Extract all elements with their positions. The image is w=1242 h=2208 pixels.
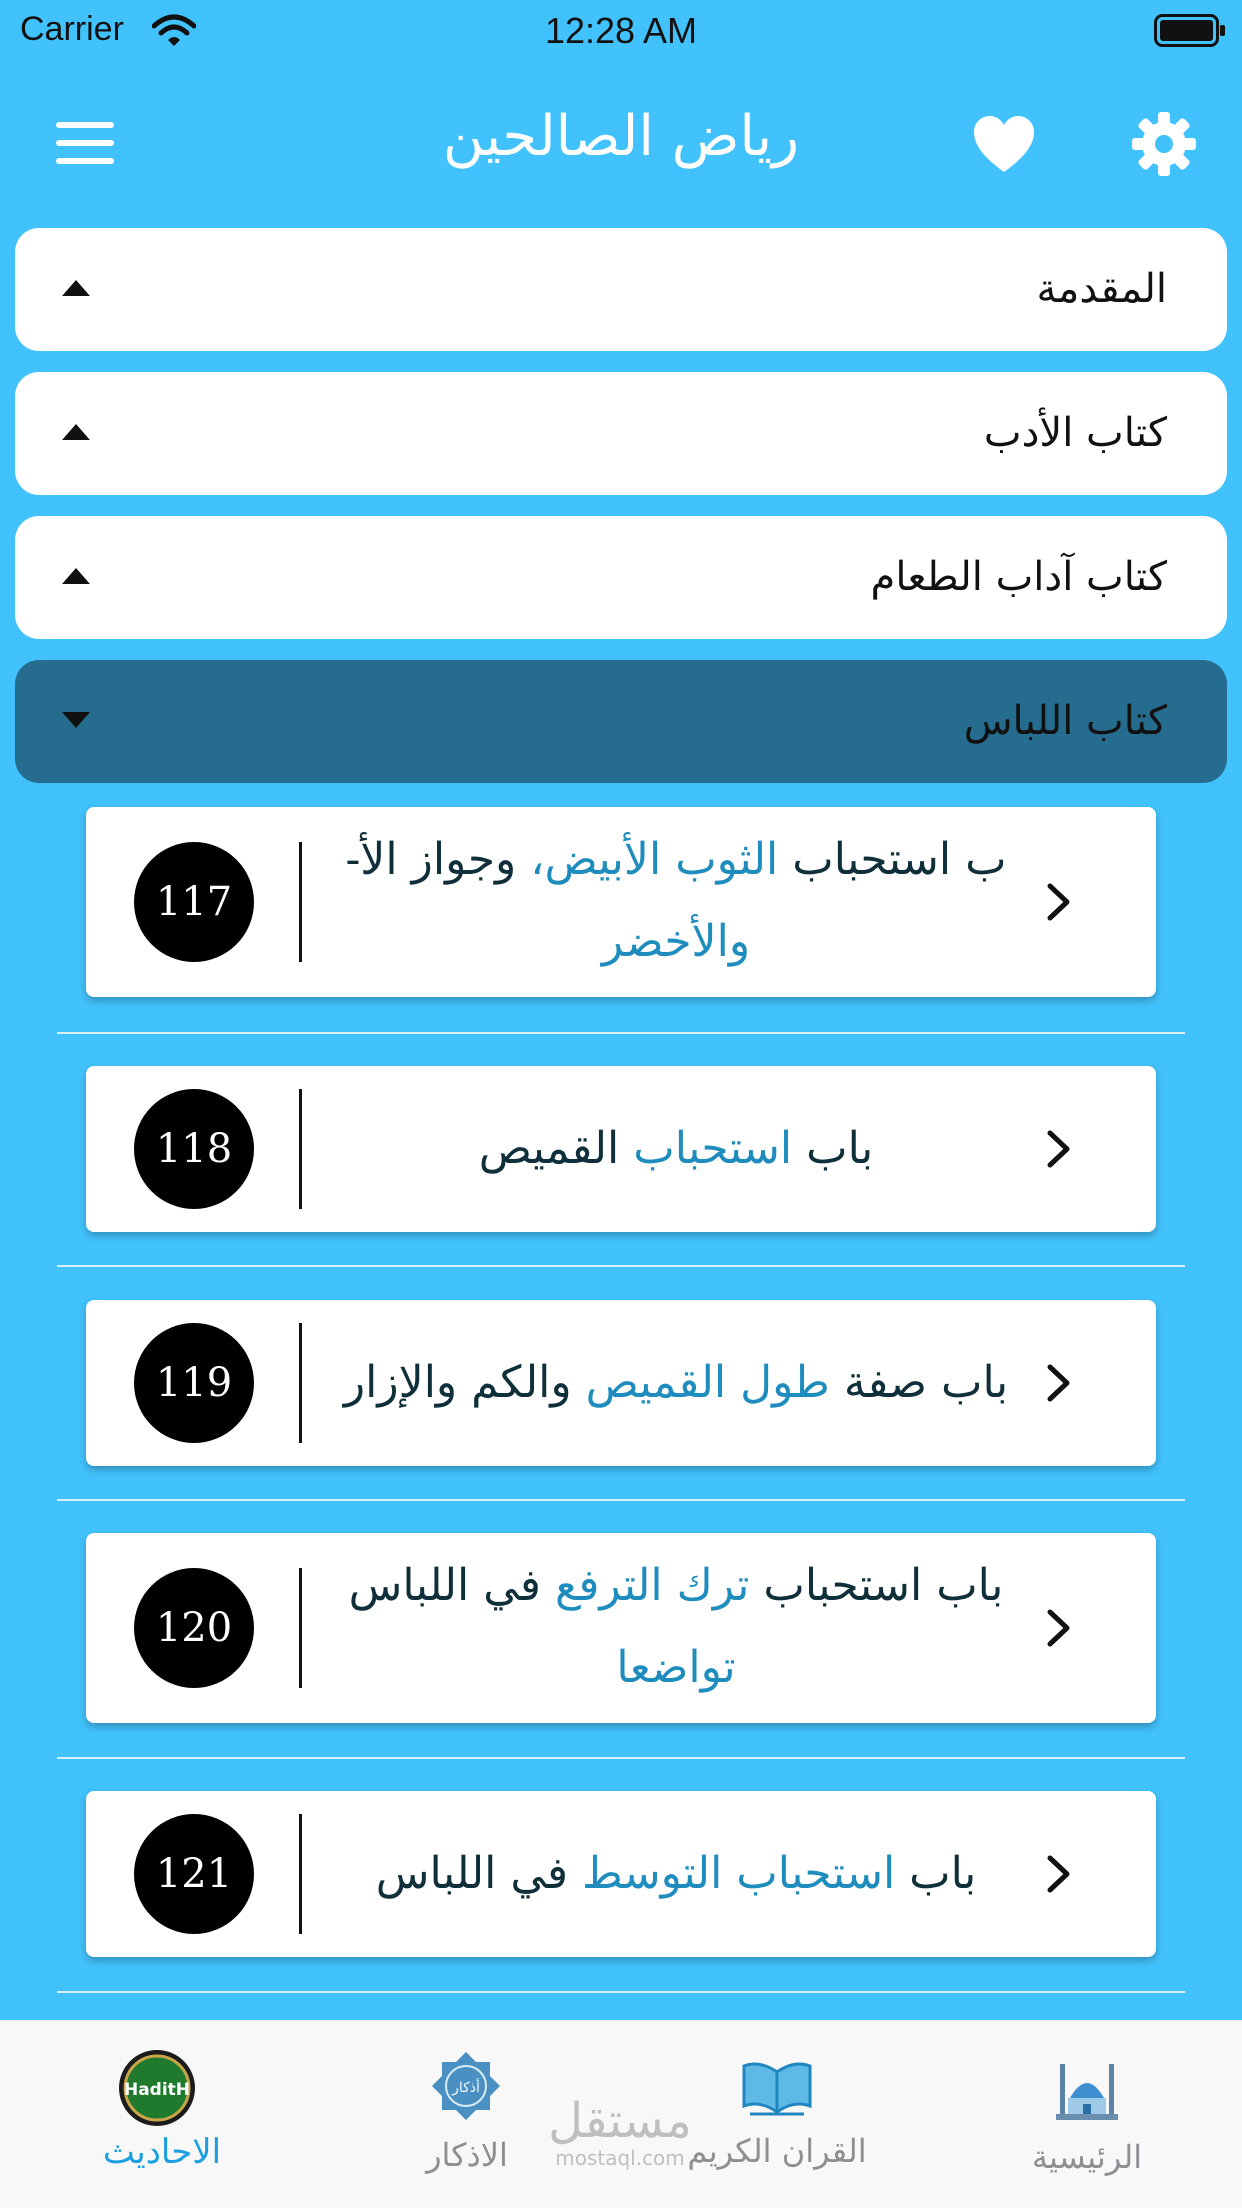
chevron-right-icon (1046, 882, 1072, 922)
chapter-title (326, 1833, 1026, 1915)
tab-label: الرئيسية (1031, 2138, 1143, 2176)
chevron-right-icon (1046, 1854, 1072, 1894)
title-part: تواضعا (616, 1642, 736, 1693)
chapter-title (326, 1108, 1026, 1190)
chapter-card-121[interactable] (86, 1791, 1156, 1957)
hadith-badge-text: HaditH (123, 2080, 191, 2100)
arrow-up-icon (61, 278, 91, 298)
azkar-badge-text: أذكار (452, 2080, 480, 2096)
status-time: 12:28 AM (544, 10, 698, 51)
arrow-up-icon (61, 422, 91, 442)
chapter-title-line-1 (326, 1833, 1026, 1915)
chapter-number-badge: 117 (134, 842, 254, 962)
chapter-title-line-2 (326, 1627, 1026, 1709)
title-part: باب استحباب (763, 1560, 1004, 1611)
chapter-number-badge: 120 (134, 1568, 254, 1688)
chapter-title (326, 819, 1026, 983)
tab-label: الاذكار (426, 2136, 508, 2174)
row-separator (57, 1032, 1185, 1034)
chevron-right-icon (1046, 1608, 1072, 1648)
title-part: القميص (478, 1123, 620, 1174)
section-book-of-manners[interactable] (15, 372, 1227, 495)
section-label: المقدمة (1036, 266, 1167, 312)
title-part: في اللباس (348, 1560, 541, 1611)
tab-hadith[interactable] (7, 2020, 317, 2208)
chapter-title-line-1 (326, 819, 1026, 901)
menu-icon[interactable] (56, 120, 114, 166)
title-part: والكم والإزار (343, 1357, 572, 1408)
gear-icon[interactable] (1132, 112, 1196, 176)
vertical-divider (299, 1568, 302, 1688)
chapter-card-117[interactable] (86, 807, 1156, 997)
chapter-title-line-1 (326, 1545, 1026, 1627)
title-part: والأخضر (601, 916, 751, 967)
arrow-up-icon (61, 566, 91, 586)
heart-icon[interactable] (972, 114, 1036, 174)
watermark-url-text: mostaql.com (555, 2146, 685, 2170)
tab-label: الاحاديث (102, 2132, 222, 2172)
chapter-title (326, 1545, 1026, 1709)
section-book-of-clothing[interactable] (15, 660, 1227, 783)
watermark-main-text: مستقل (548, 2093, 692, 2149)
chapter-title-line-1 (326, 1342, 1026, 1424)
quran-icon (740, 2056, 814, 2118)
carrier-label: Carrier (20, 10, 124, 48)
battery-icon (1154, 14, 1226, 47)
vertical-divider (299, 1323, 302, 1443)
chapter-title (326, 1342, 1026, 1424)
title-part: باب (806, 1123, 874, 1174)
title-part: ب استحباب (792, 834, 1007, 885)
vertical-divider (299, 842, 302, 962)
watermark (520, 2095, 720, 2169)
row-separator (57, 1499, 1185, 1501)
title-part: باب (909, 1848, 977, 1899)
section-label: كتاب اللباس (963, 698, 1167, 744)
chapter-title-line-1 (326, 1108, 1026, 1190)
title-part: طول القميص (585, 1357, 830, 1408)
azkar-icon (430, 2050, 502, 2122)
hadith-icon (117, 2048, 197, 2128)
page-title: رياض الصالحين (442, 104, 800, 169)
tab-label: القران الكريم (687, 2132, 867, 2170)
title-part: الثوب الأبيض، (530, 834, 779, 885)
vertical-divider (299, 1814, 302, 1934)
chapter-number-badge: 119 (134, 1323, 254, 1443)
section-label: كتاب آداب الطعام (870, 554, 1167, 600)
chapter-card-119[interactable] (86, 1300, 1156, 1466)
title-part: استحباب (633, 1123, 793, 1174)
title-part: باب صفة (843, 1357, 1009, 1408)
row-separator (57, 1991, 1185, 1993)
row-separator (57, 1265, 1185, 1267)
chevron-right-icon (1046, 1363, 1072, 1403)
status-bar (0, 0, 1242, 62)
nav-bar (0, 62, 1242, 226)
row-separator (57, 1757, 1185, 1759)
arrow-down-icon (61, 710, 91, 730)
title-part: وجواز الأ- (345, 834, 517, 885)
chapter-card-118[interactable] (86, 1066, 1156, 1232)
title-part: استحباب التوسط (582, 1848, 896, 1899)
section-introduction[interactable] (15, 228, 1227, 351)
chapter-title-line-2 (326, 901, 1026, 983)
title-part: ترك الترفع (554, 1560, 750, 1611)
section-book-of-food-etiquette[interactable] (15, 516, 1227, 639)
vertical-divider (299, 1089, 302, 1209)
chapter-number-badge: 121 (134, 1814, 254, 1934)
section-label: كتاب الأدب (983, 410, 1167, 456)
chapter-number-badge: 118 (134, 1089, 254, 1209)
mosque-icon (1052, 2058, 1122, 2122)
chapter-card-120[interactable] (86, 1533, 1156, 1723)
tab-home[interactable] (932, 2020, 1242, 2208)
title-part: في اللباس (375, 1848, 569, 1899)
chevron-right-icon (1046, 1129, 1072, 1169)
